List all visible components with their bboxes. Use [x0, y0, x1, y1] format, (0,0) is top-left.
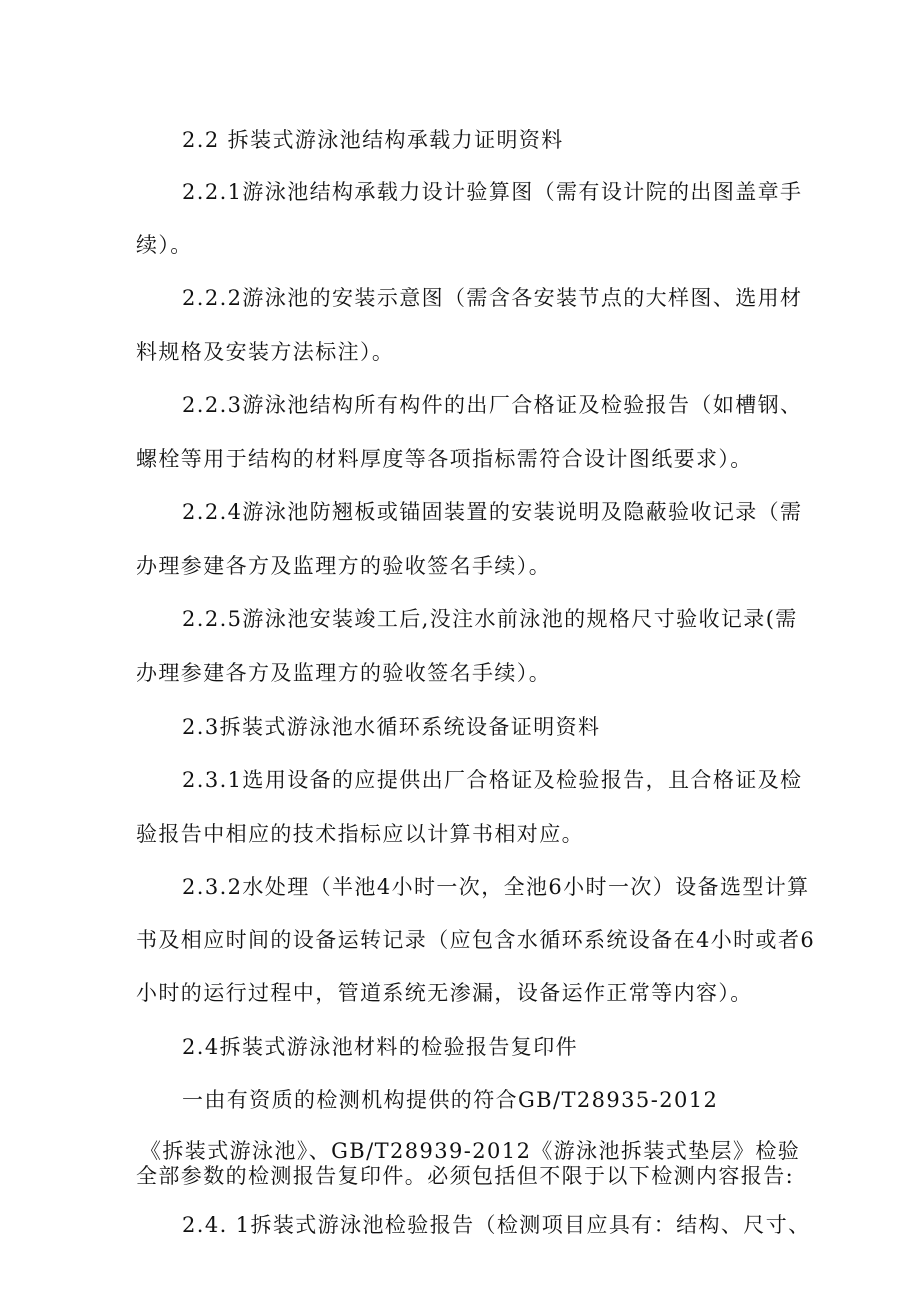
item-2-2-1-line-1: 2.2.1游泳池结构承载力设计验算图（需有设计院的出图盖章手: [182, 180, 803, 204]
item-2-3-1-line-2: 验报告中相应的技术指标应以计算书相对应。: [136, 822, 584, 846]
item-2-3-2-line-1: 2.3.2水处理（半池4小时一次，全池6小时一次）设备选型计算: [182, 875, 810, 899]
heading-2-2: 2.2 拆装式游泳池结构承载力证明资料: [182, 128, 564, 152]
heading-2-3: 2.3拆装式游泳池水循环系统设备证明资料: [182, 715, 601, 739]
item-2-2-3-line-2: 螺栓等用于结构的材料厚度等各项指标需符合设计图纸要求）。: [136, 447, 753, 471]
item-2-3-2-line-3: 小时的运行过程中，管道系统无渗漏，设备运作正常等内容）。: [136, 981, 753, 1005]
heading-2-4: 2.4拆装式游泳池材料的检验报告复印件: [182, 1035, 578, 1059]
item-2-2-3-line-1: 2.2.3游泳池结构所有构件的出厂合格证及检验报告（如槽钢、: [182, 393, 803, 417]
item-2-2-5-line-1: 2.2.5游泳池安装竣工后,没注水前泳池的规格尺寸验收记录(需: [182, 607, 798, 631]
item-2-2-1-line-2: 续）。: [136, 233, 193, 257]
item-2-2-2-line-1: 2.2.2游泳池的安装示意图（需含各安装节点的大样图、选用材: [182, 286, 803, 310]
item-2-3-1-line-1: 2.3.1选用设备的应提供出厂合格证及检验报告，且合格证及检: [182, 768, 803, 792]
item-2-2-4-line-1: 2.2.4游泳池防翘板或锚固装置的安装说明及隐蔽验收记录（需: [182, 500, 803, 524]
item-2-2-4-line-2: 办理参建各方及监理方的验收签名手续）。: [136, 554, 552, 578]
paragraph-2-4-line-2: 《拆装式游泳池》、GB/T28939-2012《游泳池拆装式垫层》检验: [140, 1139, 801, 1163]
item-2-4-1-line-1: 2.4. 1拆装式游泳池检验报告（检测项目应具有：结构、尺寸、: [182, 1213, 811, 1237]
item-2-2-5-line-2: 办理参建各方及监理方的验收签名手续）。: [136, 661, 552, 685]
paragraph-2-4-line-1: 一由有资质的检测机构提供的符合GB/T28935-2012: [182, 1088, 719, 1112]
paragraph-2-4-line-3: 全部参数的检测报告复印件。必须包括但不限于以下检测内容报告:: [136, 1164, 795, 1188]
item-2-2-2-line-2: 料规格及安装方法标注）。: [136, 340, 395, 364]
item-2-3-2-line-2: 书及相应时间的设备运转记录（应包含水循环系统设备在4小时或者6: [136, 928, 816, 952]
